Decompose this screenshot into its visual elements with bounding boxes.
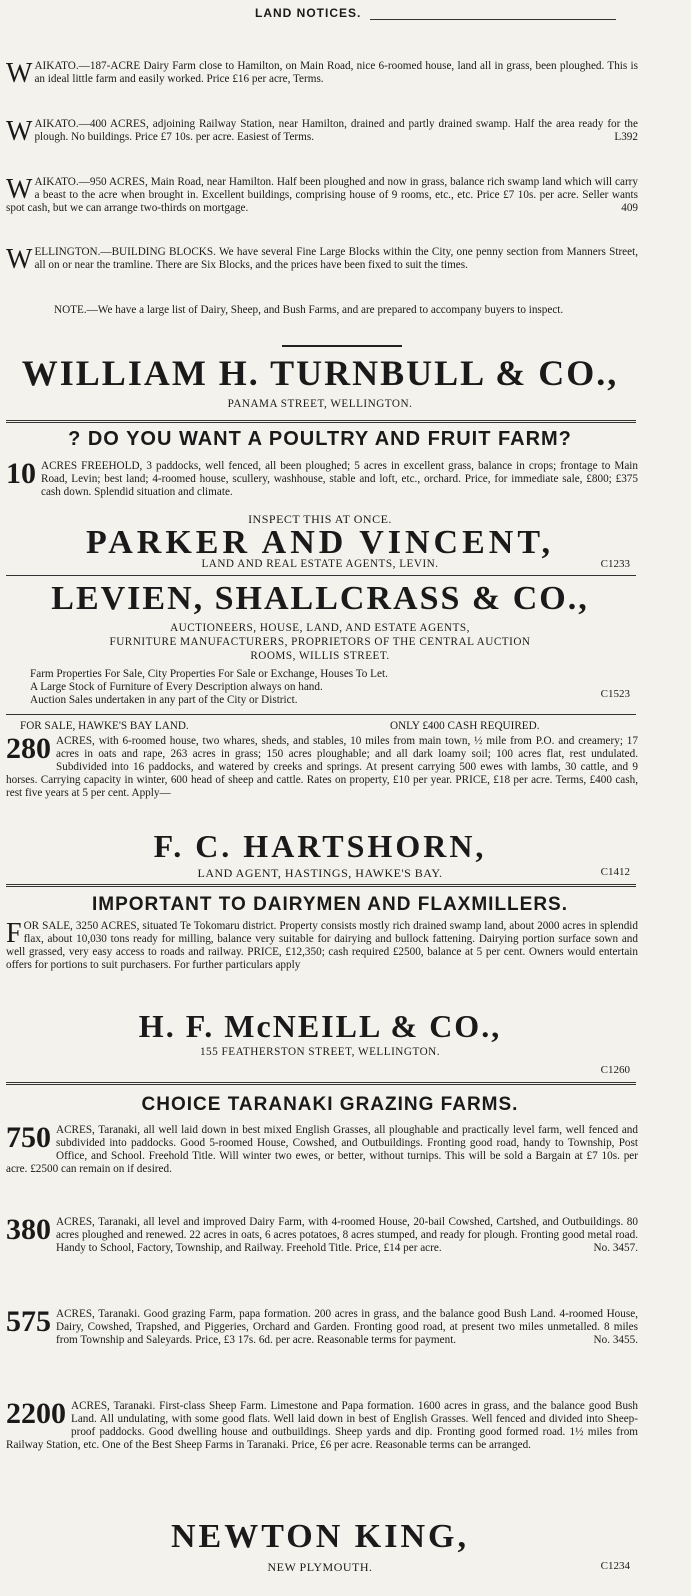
advertiser-line: ROOMS, WILLIS STREET.: [250, 650, 390, 662]
ad-headline: CHOICE TARANAKI GRAZING FARMS.: [141, 1094, 519, 1115]
ad-ref: No. 3457.: [593, 1242, 638, 1254]
advertiser-address: LAND AGENT, HASTINGS, HAWKE'S BAY.: [197, 866, 443, 880]
ad-flaxmillers: [6, 920, 638, 972]
ad-ref: 409: [621, 202, 638, 214]
drop-cap: W: [6, 174, 33, 205]
drop-cap: W: [6, 244, 33, 275]
divider: [282, 345, 402, 347]
ad-wellington-blocks: [6, 244, 638, 275]
advertiser-line: AUCTIONEERS, HOUSE, LAND, AND ESTATE AGENTS,: [170, 622, 470, 634]
ad-text: ACRES, Taranaki, all well laid down in best mixed English Grasses, all ploughable and practically level farm, well fenced and subdivided into paddocks. Good 5-roomed House, Cowshed, and Outbuildings. Fronting good road, handy to Township, Post Office, and School. Freehold Title. Will winter two ewes, or better, without turnips. This will be sold a Bargain at £7 10s. per acre. £2500 can remain on if desired.: [6, 1124, 638, 1175]
levien-body-2: A Large Stock of Furniture of Every Description always on hand.: [30, 681, 323, 693]
ad-text: ELLINGTON.—BUILDING BLOCKS. We have several Fine Large Blocks within the City, one penny section from Manners Street, all on or near the tramline. There are Six Blocks, and the prices have been fixed to suit the times.: [34, 246, 638, 271]
ad-ref: C1412: [600, 866, 630, 878]
advertiser-address: PANAMA STREET, WELLINGTON.: [227, 398, 413, 410]
ad-number: 750: [6, 1121, 51, 1154]
ad-poultry-farm: [6, 457, 638, 499]
ad-ref: C1233: [600, 558, 630, 570]
ad-ref: L392: [614, 131, 638, 143]
ad-ref: C1260: [600, 1064, 630, 1076]
ad-taranaki-750: [6, 1121, 638, 1176]
ad-text: ACRES, Taranaki. First-class Sheep Farm. Limestone and Papa formation. 1600 acres in grass, and the balance good Bush Land. All undulating, with some good flats. Well laid down in best of English Grasses. Well fenced and divided into Sheep-proof paddocks. Good dwelling house and outbuildings. Sheep yards and dip. Fronting good formed road. 1½ miles from Railway Station, etc. One of the Best Sheep Farms in Taranaki. Price, £6 per acre. Reasonable terms can be arranged.: [6, 1400, 638, 1451]
ad-text: AIKATO.—950 ACRES, Main Road, near Hamilton. Half been ploughed and now in grass, balance rich swamp land which will carry a beast to the acre when brought in. Excellent buildings, comprising house of 9 rooms, etc., etc. Price £7 10s. per acre. Seller wants spot cash, but we can arrange two-thirds on mortgage.: [6, 176, 638, 214]
ad-text: AIKATO.—187-ACRE Dairy Farm close to Hamilton, on Main Road, nice 6-roomed house, land all in grass, been ploughed. This is an ideal little farm and easily worked. Price £16 per acre, Terms.: [34, 60, 638, 85]
ad-ref: No. 3455.: [593, 1334, 638, 1346]
ad-taranaki-2200: [6, 1397, 638, 1452]
ad-headline: IMPORTANT TO DAIRYMEN AND FLAXMILLERS.: [91, 894, 569, 915]
drop-cap: F: [6, 918, 22, 949]
advertiser-address: 155 FEATHERSTON STREET, WELLINGTON.: [199, 1046, 441, 1058]
ad-text: OR SALE, 3250 ACRES, situated Te Tokomaru district. Property consists mostly rich drained swamp land, about 2000 acres in splendid flax, about 10,030 tons ready for milling, balance very suitable for dairying and bullock fattening. Dairying portion surface sown and well grassed, very easy access to roads and railway. PRICE, £12,350; cash required £2500, balance at 5 per cent. Owners would entertain offers for portions to suit purchasers. For further particulars apply: [6, 920, 638, 971]
inspect-note: INSPECT THIS AT ONCE.: [248, 512, 392, 526]
ad-separator: [6, 884, 636, 887]
levien-body-1: Farm Properties For Sale, City Properties For Sale or Exchange, Houses To Let.: [30, 668, 388, 680]
advertiser-name: NEWTON KING,: [171, 1518, 469, 1555]
advertiser-name: PARKER AND VINCENT,: [86, 524, 554, 561]
section-header: [0, 2, 691, 28]
ad-headline: ? DO YOU WANT A POULTRY AND FRUIT FARM?: [68, 428, 572, 450]
hartshorn-lead-left: FOR SALE, HAWKE'S BAY LAND.: [20, 720, 189, 732]
ad-number: 10: [6, 457, 36, 490]
advertiser-name: LEVIEN, SHALLCRASS & CO.,: [51, 580, 589, 617]
header-rule: [370, 19, 616, 20]
advertiser-name: WILLIAM H. TURNBULL & CO.,: [21, 353, 619, 393]
advertiser-address: NEW PLYMOUTH.: [267, 1560, 373, 1574]
advertiser-address: LAND AND REAL ESTATE AGENTS, LEVIN.: [201, 558, 439, 570]
ad-text: ACRES FREEHOLD, 3 paddocks, well fenced, all been ploughed; 5 acres in excellent grass, balance in crops; frontage to Main Road, Levin; best land; 4-roomed house, scullery, washhouse, stable and loft, etc., orchard. Price, for immediate sale, £800; £375 cash down. Splendid situation and climate.: [41, 460, 638, 498]
turnbull-note: NOTE.—We have a large list of Dairy, Sheep, and Bush Farms, and are prepared to accompany buyers to inspect.: [54, 304, 564, 316]
ad-separator: [6, 420, 636, 423]
ad-hawkes-bay-280: [6, 732, 638, 800]
ad-waikato-950: [6, 176, 638, 215]
ad-number: 2200: [6, 1397, 66, 1430]
ad-waikato-400: [6, 116, 638, 147]
hartshorn-lead-right: ONLY £400 CASH REQUIRED.: [390, 720, 540, 732]
ad-separator: [6, 575, 636, 576]
ad-ref: C1523: [600, 688, 630, 700]
ad-text: ACRES, Taranaki. Good grazing Farm, papa formation. 200 acres in grass, and the balance good Bush Land. 4-roomed House, Dairy, Cowshed, Trapshed, and Piggeries, Orchard and Garden. Fronting good road, at present two miles unmetalled. 8 miles from Township and Saleyards. Price, £3 17s. 6d. per acre. Reasonable terms for payment.: [56, 1308, 638, 1346]
ad-waikato-187: [6, 58, 638, 89]
advertiser-name: F. C. HARTSHORN,: [153, 828, 487, 864]
ad-number: 380: [6, 1213, 51, 1246]
section-title: LAND NOTICES.: [255, 6, 362, 20]
ad-taranaki-380: [6, 1213, 638, 1255]
ad-text: ACRES, with 6-roomed house, two whares, sheds, and stables, 10 miles from main town, ½ mile from P.O. and creamery; 17 acres in oats and rape, 263 acres in grass; 150 acres ploughable; and all dark loamy soil; 100 acres flat, rest undulated. Subdivided into 16 paddocks, and watered by creeks and springs. At present carrying 500 ewes with lambs, 30 cattle, and 9 horses. Carrying capacity in winter, 600 head of sheep and cattle. Rates on property, £10 per year. PRICE, £18 per acre. Terms, £400 cash, rest five years at 5 per cent. Apply—: [6, 735, 638, 799]
ad-ref: C1234: [600, 1560, 630, 1572]
ad-separator: [6, 714, 636, 715]
levien-body-3: Auction Sales undertaken in any part of the City or District.: [30, 694, 298, 706]
ad-text: ACRES, Taranaki, all level and improved Dairy Farm, with 4-roomed House, 20-bail Cowshed, Cartshed, and Outbuildings. 80 acres ploughed and renewed. 22 acres in oats, 6 acres potatoes, 8 acres stumped, and ready for plough. Fronting good metal road. Handy to School, Factory, Township, and Railway. Freehold Title. Price, £14 per acre.: [56, 1216, 638, 1254]
ad-text: AIKATO.—400 ACRES, adjoining Railway Station, near Hamilton, drained and partly drained swamp. Half the area ready for the plough. No buildings. Price £7 10s. per acre. Easiest of Terms.: [34, 118, 638, 143]
ad-taranaki-575: [6, 1305, 638, 1347]
ad-number: 280: [6, 732, 51, 765]
drop-cap: W: [6, 116, 33, 147]
advertiser-name: H. F. McNEILL & CO.,: [138, 1008, 502, 1044]
ad-number: 575: [6, 1305, 51, 1338]
advertiser-line: FURNITURE MANUFACTURERS, PROPRIETORS OF THE CENTRAL AUCTION: [109, 636, 531, 648]
drop-cap: W: [6, 58, 33, 89]
ad-separator: [6, 1082, 636, 1085]
